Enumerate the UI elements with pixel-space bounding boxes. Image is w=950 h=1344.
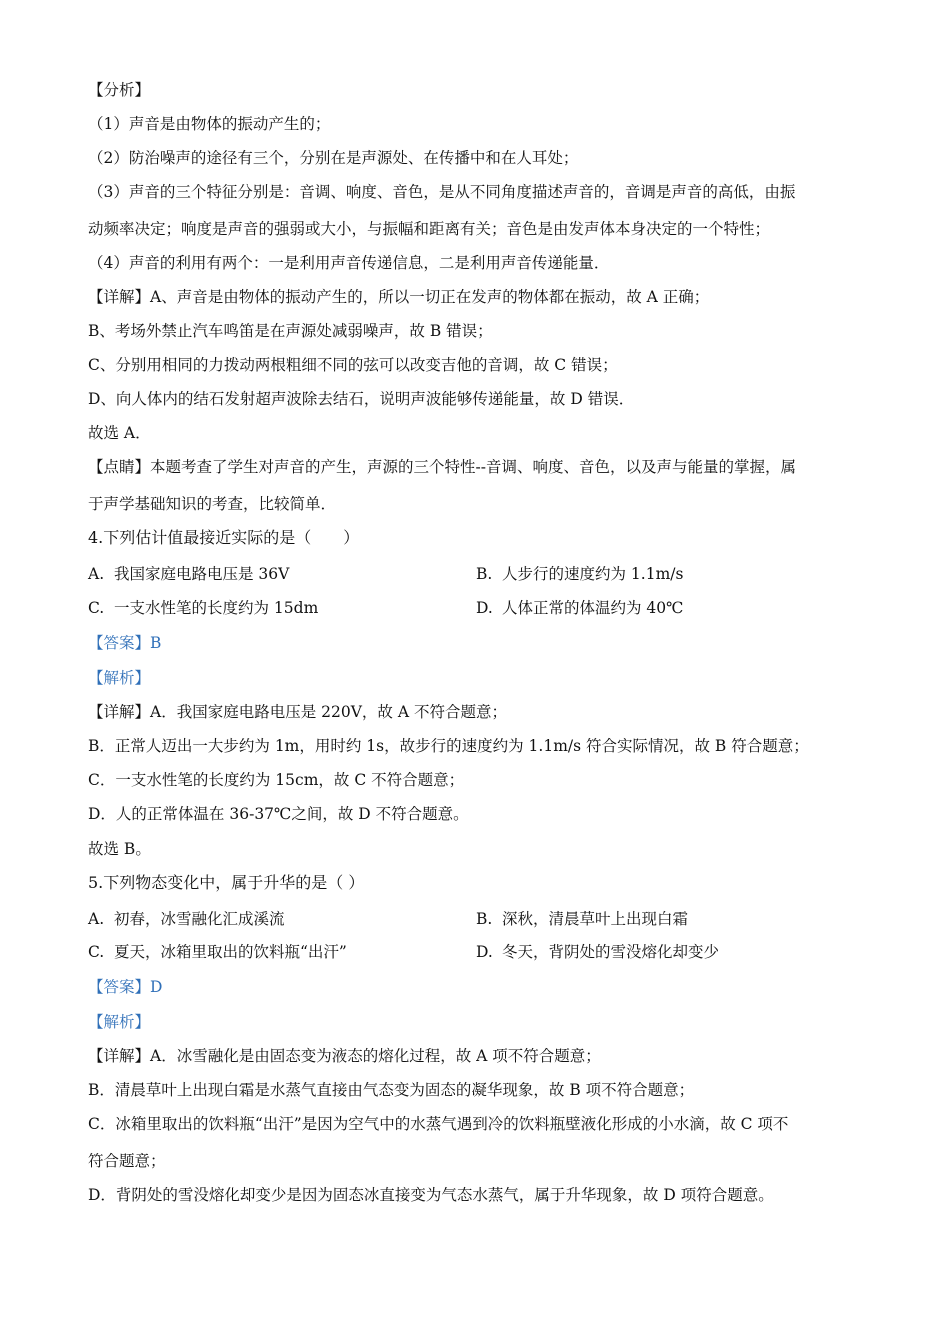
q5-option-a-text: 初春，冰雪融化汇成溪流 — [114, 910, 285, 928]
q4-detail-b: B．正常人迈出一大步约为 1m，用时约 1s，故步行的速度约为 1.1m/s 符合实际情况，故 B 符合题意； — [88, 737, 809, 755]
q4-option-d — [476, 598, 684, 618]
q5-option-c-text: 夏天，冰箱里取出的饮料瓶“出汗” — [114, 943, 347, 961]
q3-choice: 故选 A． — [88, 424, 151, 442]
q3-detail-a: 【详解】A、声音是由物体的振动产生的，所以一切正在发声的物体都在振动，故 A 正确； — [88, 288, 710, 306]
q5-option-b — [476, 909, 688, 929]
q4-answer: 【答案】B — [88, 634, 162, 652]
q4-detail-d: D．人的正常体温在 36-37℃之间，故 D 不符合题意。 — [88, 805, 469, 823]
q3-point-2: （2）防治噪声的途径有三个，分别在是声源处、在传播中和在人耳处； — [88, 149, 579, 167]
q3-comment-2: 于声学基础知识的考查，比较简单． — [88, 495, 337, 513]
q5-option-c — [88, 942, 347, 962]
q4-option-a-label: A. — [88, 565, 105, 583]
q4-stem: 4.下列估计值最接近实际的是（ ） — [88, 528, 360, 547]
q5-option-d-label: D. — [476, 943, 493, 961]
q4-option-b — [476, 564, 683, 584]
q4-option-a — [88, 564, 289, 584]
q5-detail-b: B．清晨草叶上出现白霜是水蒸气直接由气态变为固态的凝华现象，故 B 项不符合题意； — [88, 1081, 695, 1099]
q5-option-c-label: C. — [88, 943, 105, 961]
q4-choice: 故选 B。 — [88, 840, 151, 858]
q4-option-a-text: 我国家庭电路电压是 36V — [114, 565, 290, 583]
q5-option-d — [476, 942, 719, 962]
q4-option-b-label: B. — [476, 565, 493, 583]
q3-point-3a: （3）声音的三个特征分别是：音调、响度、音色，是从不同角度描述声音的，音调是声音的高低，由振 — [88, 183, 796, 201]
q3-comment-1: 【点睛】本题考查了学生对声音的产生，声源的三个特性--音调、响度、音色，以及声与能量的掌握，属 — [88, 458, 796, 476]
q5-option-b-text: 深秋，清晨草叶上出现白霜 — [502, 910, 689, 928]
q3-detail-b: B、考场外禁止汽车鸣笛是在声源处减弱噪声，故 B 错误； — [88, 322, 493, 340]
q3-detail-c: C、分别用相同的力拨动两根粗细不同的弦可以改变吉他的音调，故 C 错误； — [88, 356, 618, 374]
q5-option-a-label: A. — [88, 910, 105, 928]
q4-detail-a: 【详解】A．我国家庭电路电压是 220V，故 A 不符合题意； — [88, 703, 507, 721]
q3-detail-d: D、向人体内的结石发射超声波除去结石，说明声波能够传递能量，故 D 错误． — [88, 390, 635, 408]
q5-analysis-tag: 【解析】 — [88, 1013, 151, 1031]
q5-detail-d: D．背阴处的雪没熔化却变少是因为固态冰直接变为气态水蒸气，属于升华现象，故 D 项符合题意。 — [88, 1186, 774, 1204]
q3-point-4: （4）声音的利用有两个：一是利用声音传递信息，二是利用声音传递能量． — [88, 254, 610, 272]
q5-answer: 【答案】D — [88, 978, 163, 996]
q4-detail-c: C．一支水性笔的长度约为 15cm，故 C 不符合题意； — [88, 771, 465, 789]
q5-option-d-text: 冬天，背阴处的雪没熔化却变少 — [502, 943, 720, 961]
q5-option-b-label: B. — [476, 910, 493, 928]
q3-analysis-tag: 【分析】 — [88, 81, 151, 99]
q4-option-b-text: 人步行的速度约为 1.1m/s — [502, 565, 684, 583]
q3-point-1: （1）声音是由物体的振动产生的； — [88, 115, 331, 133]
q3-point-3b: 动频率决定；响度是声音的强弱或大小，与振幅和距离有关；音色是由发声体本身决定的一个特性； — [88, 220, 771, 238]
q4-option-c-text: 一支水性笔的长度约为 15dm — [114, 599, 319, 617]
q5-detail-c2: 符合题意； — [88, 1152, 166, 1170]
q4-option-d-text: 人体正常的体温约为 40℃ — [502, 599, 684, 617]
q4-option-c-label: C. — [88, 599, 105, 617]
q5-stem: 5.下列物态变化中，属于升华的是（ ） — [88, 873, 365, 892]
q5-option-a — [88, 909, 285, 929]
q5-detail-a: 【详解】A．冰雪融化是由固态变为液态的熔化过程，故 A 项不符合题意； — [88, 1047, 601, 1065]
q4-analysis-tag: 【解析】 — [88, 669, 151, 687]
q4-option-d-label: D. — [476, 599, 493, 617]
q4-option-c — [88, 598, 318, 618]
q5-detail-c1: C．冰箱里取出的饮料瓶“出汗”是因为空气中的水蒸气遇到冷的饮料瓶壁液化形成的小水滴，故 C 项不 — [88, 1115, 789, 1133]
